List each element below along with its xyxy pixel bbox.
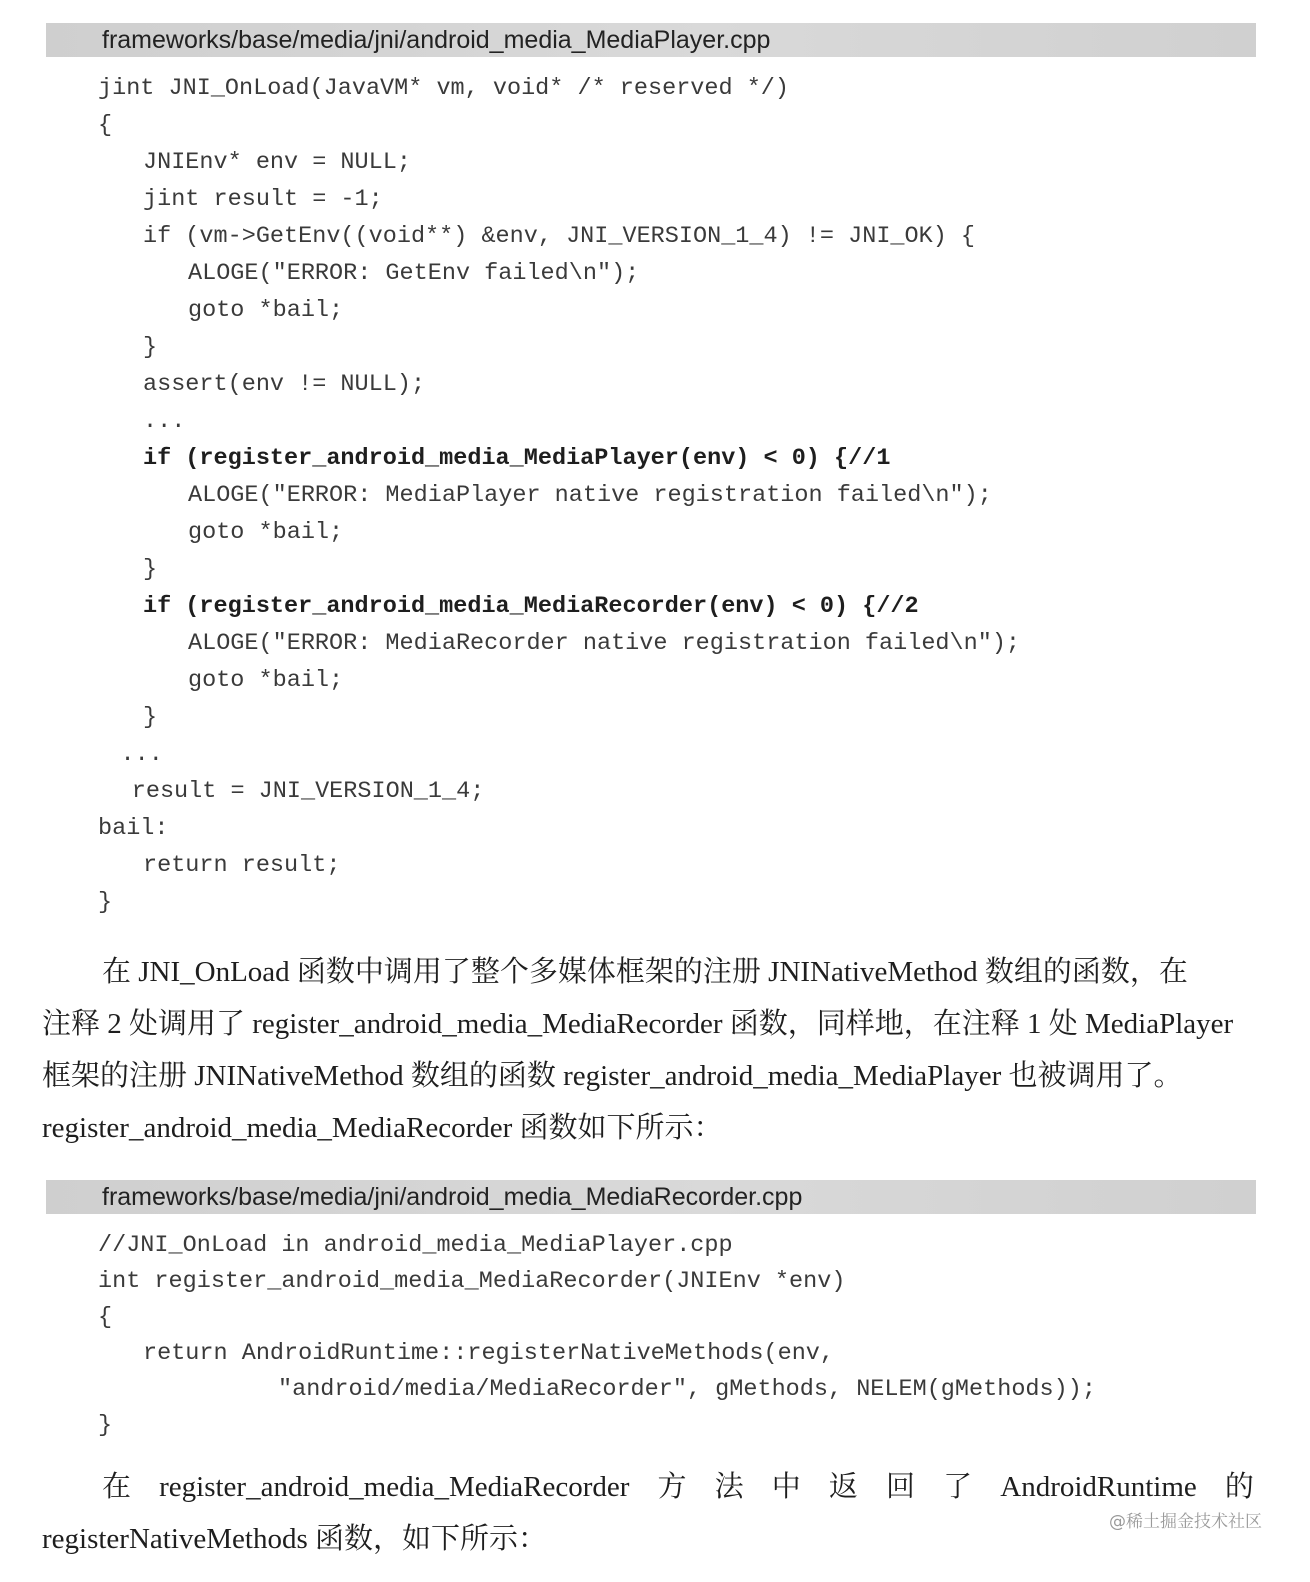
paragraph-word: 在: [102, 1471, 132, 1503]
paragraph-word: 的: [1224, 1471, 1254, 1503]
paragraph-word: 返: [828, 1471, 858, 1503]
paragraph-word: 中: [771, 1471, 801, 1503]
paragraph-line: 注释 2 处调用了 register_android_media_MediaRecorder 函数，同样地，在注释 1 处 MediaPlayer: [42, 1008, 1234, 1040]
code-line: return result;: [143, 852, 341, 879]
paragraph-word: 方: [657, 1471, 687, 1503]
paragraph-line: 框架的注册 JNINativeMethod 数组的函数 register_android_media_MediaPlayer 也被调用了。: [42, 1060, 1183, 1092]
code-line: goto *bail;: [188, 297, 344, 324]
paragraph-word: AndroidRuntime: [1000, 1471, 1197, 1503]
code-line: jint JNI_OnLoad(JavaVM* vm, void* /* reserved */): [98, 75, 790, 102]
code-line: ALOGE("ERROR: MediaPlayer native registration failed\n");: [188, 482, 992, 509]
watermark: @稀土掘金技术社区: [1109, 1512, 1262, 1532]
file-header-mediaplayer: frameworks/base/media/jni/android_media_MediaPlayer.cpp: [46, 23, 1256, 57]
code-line: if (register_android_media_MediaPlayer(env) < 0) {//1: [143, 445, 891, 472]
code-line: }: [98, 1412, 113, 1439]
code-line: result = JNI_VERSION_1_4;: [131, 778, 485, 805]
code-line: bail:: [98, 815, 169, 842]
paragraph-line-1: [42, 1461, 1254, 1513]
code-line: int register_android_media_MediaRecorder(JNIEnv *env): [98, 1268, 846, 1295]
code-line: }: [143, 556, 158, 583]
paragraph-line: 在 JNI_OnLoad 函数中调用了整个多媒体框架的注册 JNINativeMethod 数组的函数，在: [102, 956, 1188, 988]
code-line: "android/media/MediaRecorder", gMethods, NELEM(gMethods));: [278, 1376, 1096, 1403]
code-line: //JNI_OnLoad in android_media_MediaPlayer.cpp: [98, 1232, 733, 1259]
code-line: goto *bail;: [188, 519, 344, 546]
code-line: {: [98, 1304, 113, 1331]
code-line: if (register_android_media_MediaRecorder(env) < 0) {//2: [143, 593, 919, 620]
code-line: }: [143, 704, 158, 731]
code-line: }: [98, 889, 113, 916]
code-line: if (vm->GetEnv((void**) &env, JNI_VERSION_1_4) != JNI_OK) {: [143, 223, 976, 250]
code-line: return AndroidRuntime::registerNativeMethods(env,: [143, 1340, 835, 1367]
file-header-mediarecorder: frameworks/base/media/jni/android_media_MediaRecorder.cpp: [46, 1180, 1256, 1214]
code-line: ...: [143, 408, 186, 435]
code-line: JNIEnv* env = NULL;: [143, 149, 411, 176]
code-line: goto *bail;: [188, 667, 344, 694]
paragraph-line: register_android_media_MediaRecorder 函数如下所示：: [42, 1112, 723, 1144]
code-line: ALOGE("ERROR: GetEnv failed\n");: [188, 260, 640, 287]
code-line: ALOGE("ERROR: MediaRecorder native registration failed\n");: [188, 630, 1021, 657]
code-line: assert(env != NULL);: [143, 371, 426, 398]
code-line: }: [143, 334, 158, 361]
paragraph-line-2: registerNativeMethods 函数，如下所示：: [42, 1523, 548, 1555]
paragraph-register-native: [42, 1461, 1254, 1565]
paragraph-jni-onload: [42, 946, 1254, 1154]
paragraph-word: 了: [943, 1471, 973, 1503]
code-line: jint result = -1;: [143, 186, 383, 213]
code-line: {: [98, 112, 113, 139]
paragraph-word: 回: [886, 1471, 916, 1503]
code-line: ...: [120, 741, 163, 768]
paragraph-word: 法: [714, 1471, 744, 1503]
paragraph-word: register_android_media_MediaRecorder: [159, 1471, 630, 1503]
